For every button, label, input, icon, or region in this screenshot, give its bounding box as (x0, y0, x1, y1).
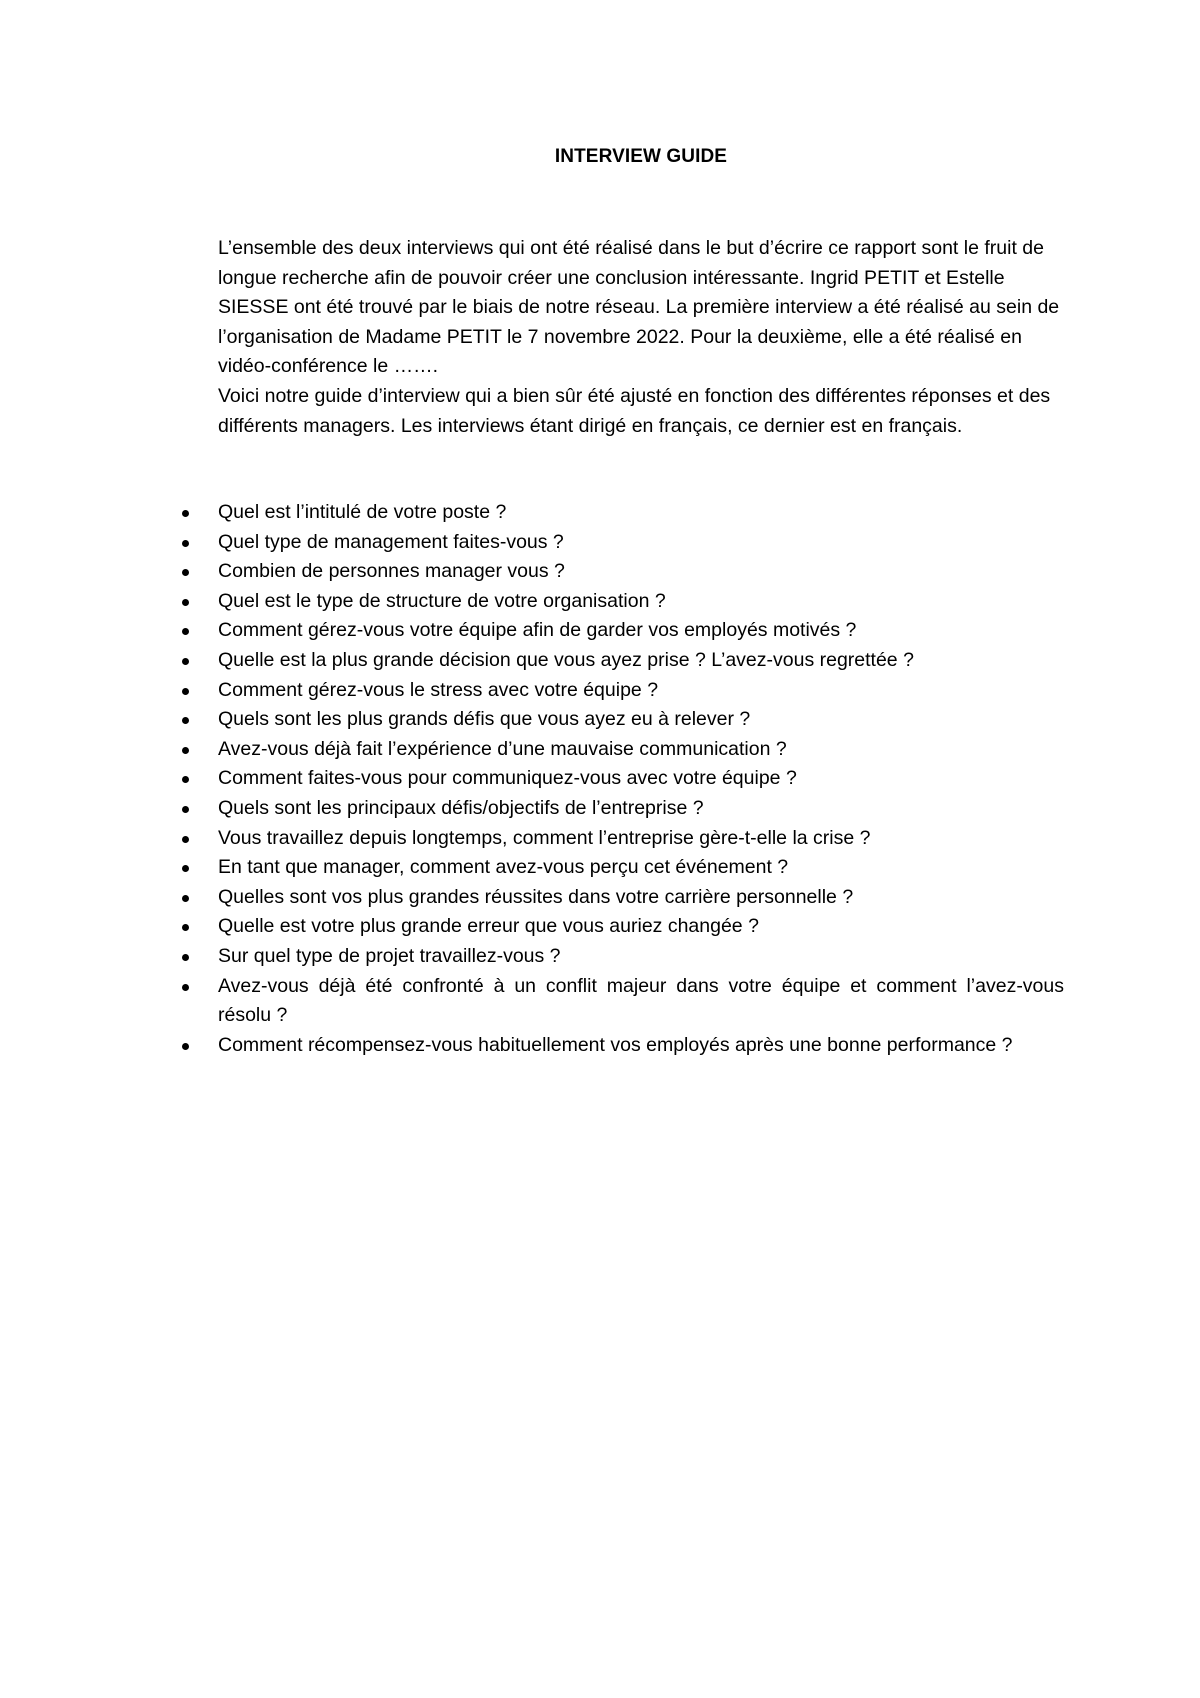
question-item (218, 972, 1064, 1031)
bullet-icon (182, 628, 189, 635)
question-text: Quelles sont vos plus grandes réussites dans votre carrière personnelle ? (218, 885, 854, 908)
bullet-icon (182, 984, 189, 991)
question-item (218, 646, 1064, 676)
question-text: En tant que manager, comment avez-vous perçu cet événement ? (218, 856, 789, 879)
bullet-icon (182, 688, 189, 695)
question-item (218, 616, 1064, 646)
question-item (218, 883, 1064, 913)
question-text: Quel est le type de structure de votre organisation ? (218, 589, 666, 612)
question-item (218, 587, 1064, 617)
question-item (218, 676, 1064, 706)
intro-paragraph: Voici notre guide d’interview qui a bien sûr été ajusté en fonction des différentes réponses et des différents managers. Les interviews étant dirigé en français, ce dernier est en français. (218, 384, 1051, 437)
question-text: Quels sont les principaux défis/objectifs de l’entreprise ? (218, 796, 704, 819)
question-list (218, 498, 1064, 1060)
bullet-icon (182, 836, 189, 843)
question-text: Comment récompensez-vous habituellement vos employés après une bonne performance ? (218, 1033, 1013, 1056)
document-title: INTERVIEW GUIDE (554, 146, 728, 167)
question-item (218, 705, 1064, 735)
question-text: Quel est l’intitulé de votre poste ? (218, 501, 507, 523)
bullet-icon (182, 954, 189, 961)
bullet-icon (182, 865, 189, 872)
bullet-icon (182, 658, 189, 665)
bullet-icon (182, 806, 189, 813)
question-item (218, 764, 1064, 794)
question-item (218, 794, 1064, 824)
intro-section (218, 234, 1064, 441)
bullet-icon (182, 924, 189, 931)
question-item (218, 853, 1064, 883)
question-item (218, 557, 1064, 587)
bullet-icon (182, 540, 189, 547)
question-text: Avez-vous déjà été confronté à un conflit majeur dans votre équipe et comment l’avez-vous résolu ? (218, 974, 1064, 1027)
question-text: Comment faites-vous pour communiquez-vous avec votre équipe ? (218, 767, 797, 790)
question-text: Comment gérez-vous votre équipe afin de garder vos employés motivés ? (218, 619, 857, 642)
question-text: Quelle est la plus grande décision que vous ayez prise ? L’avez-vous regrettée ? (218, 648, 914, 671)
question-text: Vous travaillez depuis longtemps, comment l’entreprise gère-t-elle la crise ? (218, 826, 871, 849)
question-item (218, 912, 1064, 942)
question-item (218, 824, 1064, 854)
question-text: Quelle est votre plus grande erreur que vous auriez changée ? (218, 915, 759, 938)
bullet-icon (182, 776, 189, 783)
question-text: Combien de personnes manager vous ? (218, 560, 565, 583)
bullet-icon (182, 510, 189, 517)
bullet-icon (182, 569, 189, 576)
question-item (218, 498, 1064, 528)
question-text: Sur quel type de projet travaillez-vous ? (218, 944, 561, 967)
question-item (218, 528, 1064, 558)
bullet-icon (182, 747, 189, 754)
question-text: Quels sont les plus grands défis que vous ayez eu à relever ? (218, 708, 751, 731)
question-item (218, 1031, 1064, 1061)
bullet-icon (182, 717, 189, 724)
question-text: Comment gérez-vous le stress avec votre équipe ? (218, 678, 659, 701)
question-item (218, 735, 1064, 765)
question-text: Avez-vous déjà fait l’expérience d’une mauvaise communication ? (218, 737, 787, 760)
intro-paragraph: L’ensemble des deux interviews qui ont été réalisé dans le but d’écrire ce rapport sont le fruit de longue recherche afin de pouvoir créer une conclusion intéressante. Ingrid PETIT et Estelle SIESSE ont été trouvé par le biais de notre réseau. La première interview a été réalisé au sein de l’organisation de Madame PETIT le 7 novembre 2022. Pour la deuxième, elle a été réalisé en vidéo-conférence le ……. (218, 237, 1060, 378)
bullet-icon (182, 895, 189, 902)
question-text: Quel type de management faites-vous ? (218, 530, 564, 553)
bullet-icon (182, 599, 189, 606)
bullet-icon (182, 1043, 189, 1050)
question-item (218, 942, 1064, 972)
